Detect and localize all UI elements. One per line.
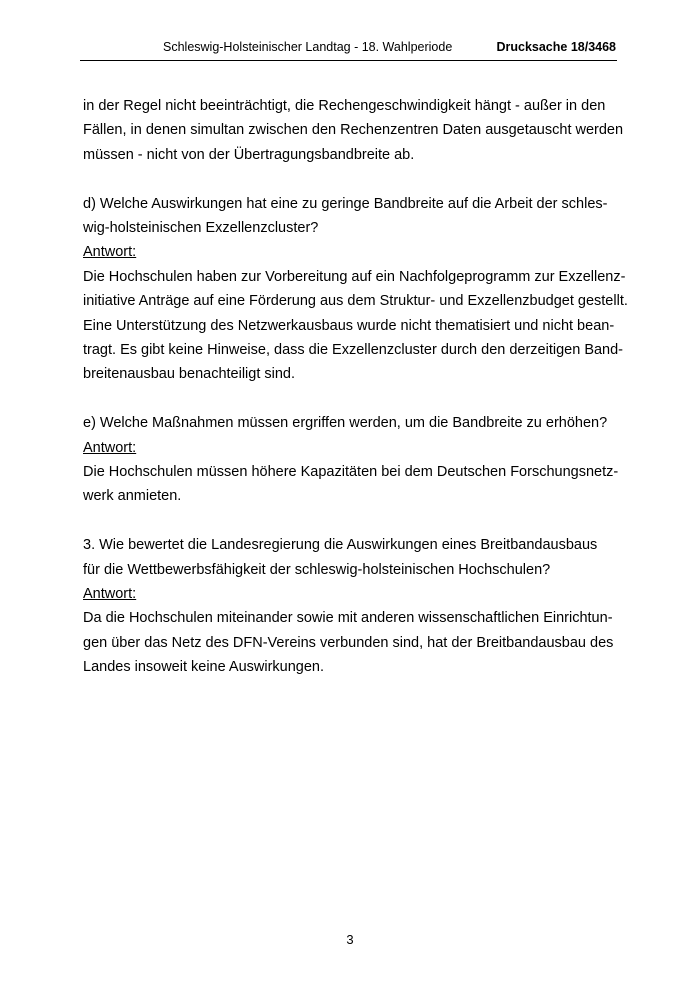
intro-paragraph	[83, 94, 623, 167]
question-line: d) Welche Auswirkungen hat eine zu geringe Bandbreite auf die Arbeit der schles-	[83, 195, 608, 212]
answer-label: Antwort:	[83, 439, 137, 456]
answer-line: Die Hochschulen haben zur Vorbereitung auf ein Nachfolgeprogramm zur Exzellenz-	[83, 268, 626, 285]
answer-line: Eine Unterstützung des Netzwerkausbaus wurde nicht thematisiert und nicht bean-	[83, 317, 615, 334]
paragraph-gap	[83, 387, 623, 411]
document-number: Drucksache 18/3468	[496, 40, 616, 54]
text-line: müssen - nicht von der Übertragungsbandbreite ab.	[83, 146, 415, 163]
answer-label: Antwort:	[83, 244, 137, 261]
text-line: Fällen, in denen simultan zwischen den Rechenzentren Daten ausgetauscht werden	[83, 122, 624, 139]
question-d-answer	[83, 265, 628, 387]
answer-line: breitenausbau benachteiligt sind.	[83, 366, 296, 383]
question-3-text	[83, 533, 623, 582]
answer-line: gen über das Netz des DFN-Vereins verbunden sind, hat der Breitbandausbau des	[83, 634, 614, 651]
question-3-block	[83, 533, 623, 679]
answer-line: Landes insoweit keine Auswirkungen.	[83, 659, 325, 676]
answer-line: initiative Anträge auf eine Förderung aus dem Struktur- und Exzellenzbudget gestellt.	[83, 293, 628, 310]
question-d-text	[83, 192, 623, 241]
answer-label: Antwort:	[83, 586, 137, 603]
text-line: in der Regel nicht beeinträchtigt, die Rechengeschwindigkeit hängt - außer in den	[83, 98, 606, 114]
answer-line: Da die Hochschulen miteinander sowie mit anderen wissenschaftlichen Einrichtun-	[83, 610, 613, 627]
page-number: 3	[346, 932, 354, 947]
question-d-block	[83, 192, 628, 387]
answer-line: tragt. Es gibt keine Hinweise, dass die Exzellenzcluster durch den derzeitigen Band-	[83, 342, 624, 359]
question-e-block	[83, 411, 623, 509]
question-line: wig-holsteinischen Exzellenzcluster?	[83, 220, 319, 237]
answer-line: werk anmieten.	[83, 488, 182, 505]
question-e-answer	[83, 460, 623, 509]
page-header	[80, 38, 617, 61]
header-title: Schleswig-Holsteinischer Landtag - 18. Wahlperiode	[163, 40, 453, 54]
question-3-answer	[83, 606, 623, 679]
question-line: 3. Wie bewertet die Landesregierung die Auswirkungen eines Breitbandausbaus	[83, 537, 598, 554]
question-e-text	[83, 411, 623, 435]
document-body	[83, 94, 628, 680]
paragraph-gap	[83, 167, 623, 191]
paragraph-gap	[83, 509, 623, 533]
question-line: e) Welche Maßnahmen müssen ergriffen werden, um die Bandbreite zu erhöhen?	[83, 415, 608, 432]
answer-line: Die Hochschulen müssen höhere Kapazitäten bei dem Deutschen Forschungsnetz-	[83, 464, 619, 481]
question-line: für die Wettbewerbsfähigkeit der schleswig-holsteinischen Hochschulen?	[83, 561, 551, 578]
